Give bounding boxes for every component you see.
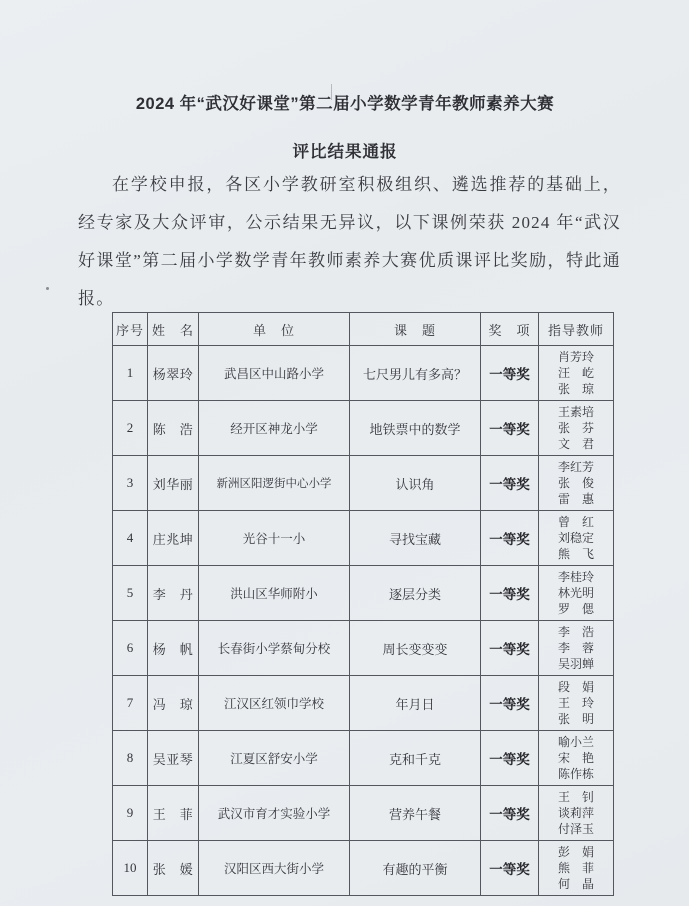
advisors-cell <box>539 786 614 841</box>
award-cell: 一等奖 <box>481 401 539 456</box>
row-number-cell: 9 <box>113 786 148 841</box>
name-cell: 王 菲 <box>148 786 199 841</box>
advisor-name: 宋 艳 <box>557 751 594 765</box>
advisor-name: 李红芳 <box>557 460 594 474</box>
header-award: 奖 项 <box>481 313 539 346</box>
award-cell: 一等奖 <box>481 346 539 401</box>
advisors-cell <box>539 676 614 731</box>
advisor-name: 罗 偲 <box>557 602 594 616</box>
table-row <box>113 841 614 896</box>
name-cell: 刘华丽 <box>148 456 199 511</box>
table-row <box>113 346 614 401</box>
advisor-name: 吴羽蝉 <box>557 657 594 671</box>
row-number-cell: 1 <box>113 346 148 401</box>
name-cell: 陈 浩 <box>148 401 199 456</box>
advisor-name: 汪 屹 <box>557 366 594 380</box>
advisors-cell <box>539 401 614 456</box>
name-cell: 杨 帆 <box>148 621 199 676</box>
advisors-cell <box>539 841 614 896</box>
award-cell: 一等奖 <box>481 786 539 841</box>
row-number-cell: 6 <box>113 621 148 676</box>
header-unit: 单 位 <box>199 313 350 346</box>
advisors-cell <box>539 346 614 401</box>
table-row <box>113 621 614 676</box>
award-cell: 一等奖 <box>481 621 539 676</box>
topic-cell: 周长变变变 <box>350 621 481 676</box>
row-number-cell: 10 <box>113 841 148 896</box>
advisor-name: 陈作栋 <box>557 767 594 781</box>
table-row <box>113 786 614 841</box>
row-number-cell: 5 <box>113 566 148 621</box>
advisor-name: 熊 飞 <box>557 547 594 561</box>
advisor-name: 曾 红 <box>557 515 594 529</box>
table-row <box>113 731 614 786</box>
advisor-name: 付泽玉 <box>557 822 594 836</box>
award-cell: 一等奖 <box>481 566 539 621</box>
advisors-cell <box>539 511 614 566</box>
document-subtitle: 评比结果通报 <box>292 143 398 161</box>
row-number-cell: 7 <box>113 676 148 731</box>
unit-cell: 长春街小学蔡甸分校 <box>199 621 350 676</box>
header-advisors: 指导教师 <box>539 313 614 346</box>
unit-cell: 江汉区红领巾学校 <box>199 676 350 731</box>
award-cell: 一等奖 <box>481 676 539 731</box>
unit-cell: 新洲区阳逻街中心小学 <box>199 456 350 511</box>
table-row <box>113 511 614 566</box>
topic-cell: 克和千克 <box>350 731 481 786</box>
header-name: 姓 名 <box>148 313 199 346</box>
award-cell: 一等奖 <box>481 456 539 511</box>
row-number-cell: 3 <box>113 456 148 511</box>
advisor-name: 彭 娟 <box>557 845 594 859</box>
advisor-name: 谈莉萍 <box>557 806 594 820</box>
advisor-name: 张 琼 <box>557 382 594 396</box>
topic-cell: 营养午餐 <box>350 786 481 841</box>
advisor-name: 李 蓉 <box>557 641 594 655</box>
row-number-cell: 2 <box>113 401 148 456</box>
advisors-cell <box>539 731 614 786</box>
advisor-name: 张 俊 <box>557 476 594 490</box>
notification-paragraph: 在学校申报，各区小学教研室积极组织、遴选推荐的基础上，经专家及大众评审，公示结果无异议，以下课例荣获 2024 年“武汉好课堂”第二届小学数学青年教师素养大赛优质课评比奖励，特此通报。 <box>78 175 621 308</box>
topic-cell: 七尺男儿有多高？ <box>350 346 481 401</box>
unit-cell: 经开区神龙小学 <box>199 401 350 456</box>
name-cell: 杨翠玲 <box>148 346 199 401</box>
row-number-cell: 4 <box>113 511 148 566</box>
advisors-cell <box>539 566 614 621</box>
name-cell: 吴亚琴 <box>148 731 199 786</box>
topic-cell: 有趣的平衡 <box>350 841 481 896</box>
award-cell: 一等奖 <box>481 841 539 896</box>
advisor-name: 林光明 <box>557 586 594 600</box>
advisors-cell <box>539 456 614 511</box>
topic-cell: 地铁票中的数学 <box>350 401 481 456</box>
header-topic: 课 题 <box>350 313 481 346</box>
advisor-name: 张 芬 <box>557 421 594 435</box>
topic-cell: 认识角 <box>350 456 481 511</box>
name-cell: 李 丹 <box>148 566 199 621</box>
advisor-name: 雷 惠 <box>557 492 594 506</box>
name-cell: 张 媛 <box>148 841 199 896</box>
advisor-name: 刘稳定 <box>557 531 594 545</box>
award-cell: 一等奖 <box>481 511 539 566</box>
advisor-name: 肖芳玲 <box>557 350 594 364</box>
table-row <box>113 456 614 511</box>
topic-cell: 年月日 <box>350 676 481 731</box>
header-serial-number: 序号 <box>113 313 148 346</box>
unit-cell: 武汉市育才实验小学 <box>199 786 350 841</box>
unit-cell: 光谷十一小 <box>199 511 350 566</box>
table-row <box>113 401 614 456</box>
unit-cell: 汉阳区西大街小学 <box>199 841 350 896</box>
table-row <box>113 676 614 731</box>
advisor-name: 张 明 <box>557 712 594 726</box>
results-table <box>112 312 614 896</box>
unit-cell: 江夏区舒安小学 <box>199 731 350 786</box>
unit-cell: 洪山区华师附小 <box>199 566 350 621</box>
award-cell: 一等奖 <box>481 731 539 786</box>
advisor-name: 何 晶 <box>557 877 594 891</box>
document-title: 2024 年“武汉好课堂”第二届小学数学青年教师素养大赛 <box>135 95 555 113</box>
advisor-name: 王素培 <box>557 405 594 419</box>
advisor-name: 熊 菲 <box>557 861 594 875</box>
advisor-name: 李桂玲 <box>557 570 594 584</box>
table-header-row <box>113 313 614 346</box>
name-cell: 庄兆坤 <box>148 511 199 566</box>
advisor-name: 喻小兰 <box>557 735 594 749</box>
advisor-name: 文 君 <box>557 437 594 451</box>
row-number-cell: 8 <box>113 731 148 786</box>
advisor-name: 王 玲 <box>557 696 594 710</box>
advisor-name: 段 娟 <box>557 680 594 694</box>
name-cell: 冯 琼 <box>148 676 199 731</box>
table-row <box>113 566 614 621</box>
advisors-cell <box>539 621 614 676</box>
topic-cell: 寻找宝藏 <box>350 511 481 566</box>
unit-cell: 武昌区中山路小学 <box>199 346 350 401</box>
scan-artifact-speck <box>46 287 49 290</box>
advisor-name: 王 钊 <box>557 790 594 804</box>
topic-cell: 逐层分类 <box>350 566 481 621</box>
advisor-name: 李 浩 <box>557 625 594 639</box>
